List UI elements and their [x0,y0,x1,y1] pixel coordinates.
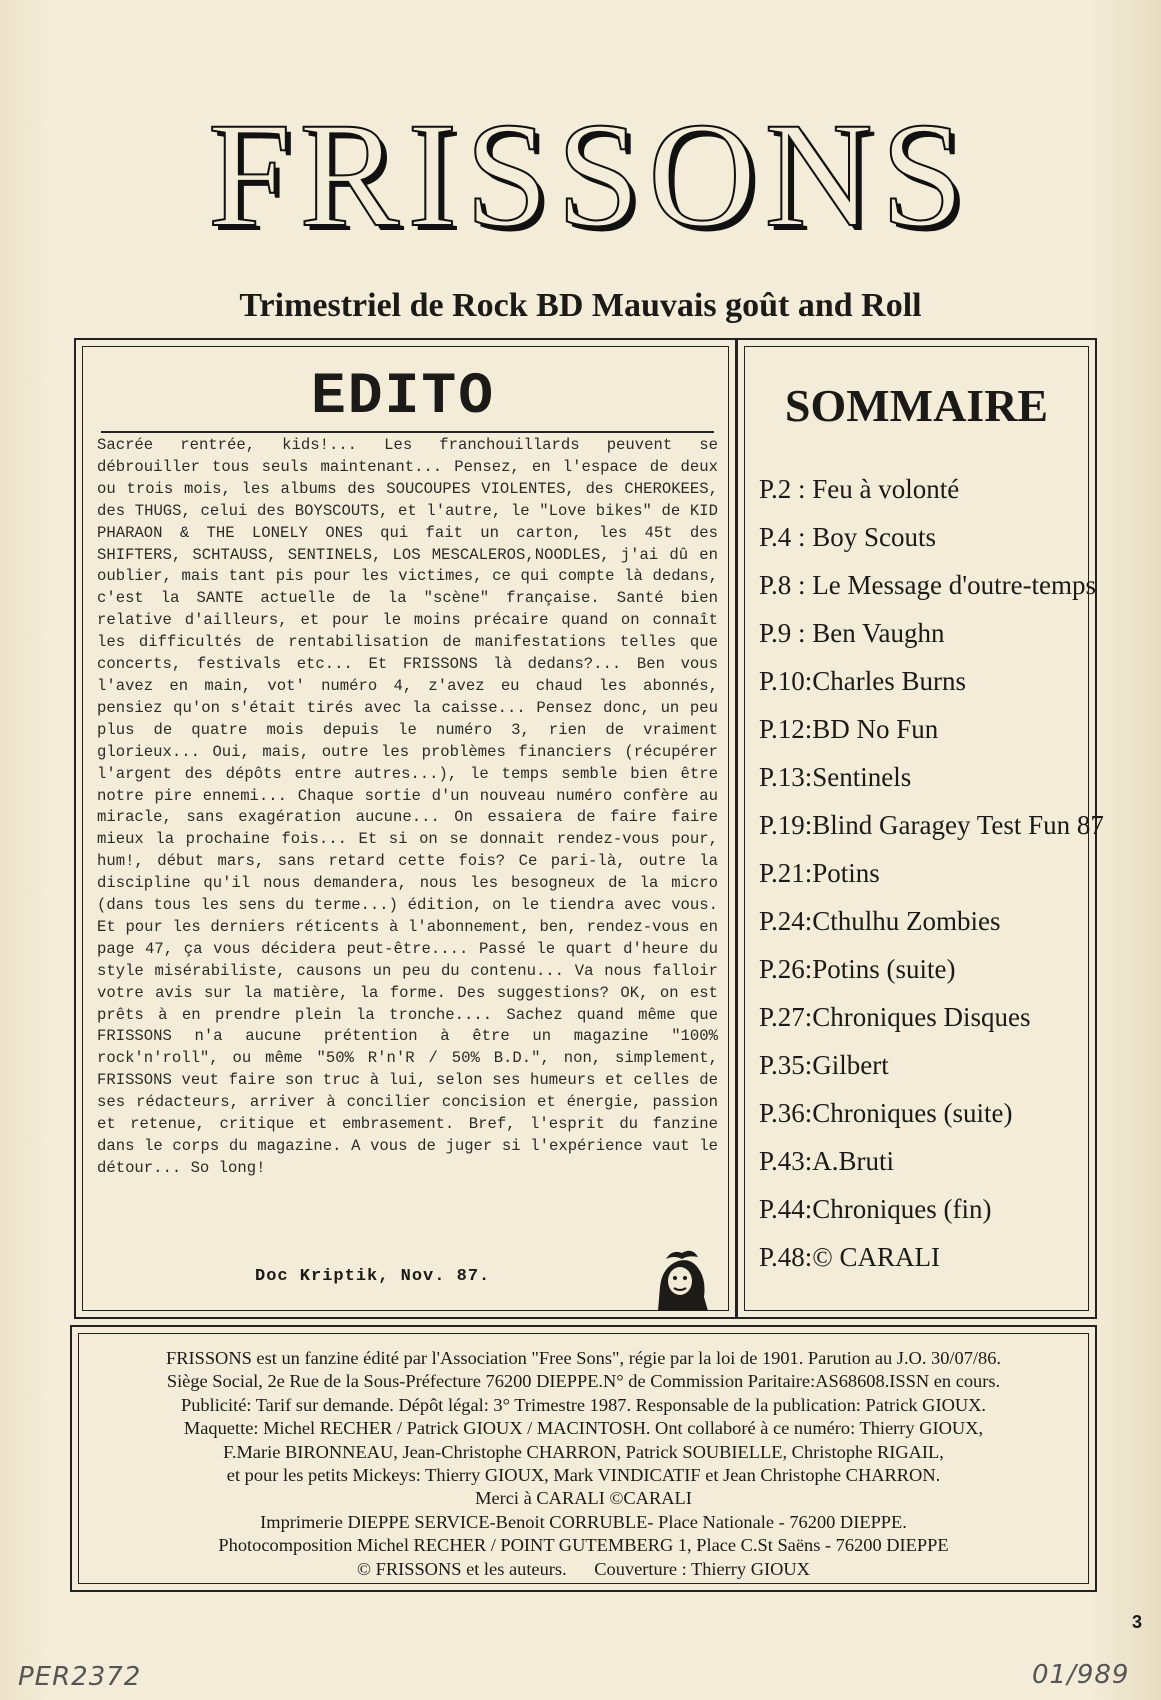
caricature-illustration [648,1247,712,1313]
edito-body: Sacrée rentrée, kids!... Les franchouillards peuvent se débrouiller tous seuls maintenant... Pensez, en l'espace de deux ou trois mois, les albums des SOUCOUPES VIOLENTES, des CHEROKEES, des THUGS, celui des BOYSCOUTS, et l'autre, le "Love bikes" de KID PHARAON & THE LONELY ONES qui fait un carton, les 45t des SHIFTERS, SCHTAUSS, SENTINELS, LOS MESCALEROS,NOODLES, j'ai dû en oublier, mais tant pis pour les victimes, ce qui compte là dedans, c'est la SANTE actuelle de la "scène" française. Santé bien relative d'ailleurs, et pour le moins précaire quand on connaît les difficultés de rentabilisation de manifestations telles que concerts, festivals etc... Et FRISSONS là dedans?... Ben vous l'avez en main, vot' numéro 4, z'avez eu chaud les abonnés, pensiez qu'on s'était tirés avec la caisse... Pensez donc, un peu plus de quatre mois depuis le numéro 3, rien de vraiment glorieux... Oui, mais, outre les problèmes financiers (récupérer l'argent des dépôts entre autres...), le temps semble bien être notre pire ennemi... Chaque sortie d'un nouveau numéro confère au miracle, sans exagération aucune... On essaiera de faire faire mieux la prochaine fois... Et si on se donnait rendez-vous pour, hum!, début mars, sans retard cette fois? Ce pari-là, outre la discipline qu'il nous demandera, nous les besogneux de la micro (dans tous les sens du terme...) édition, on le tiendra avec vous. Et pour les derniers réticents à l'abonnement, ben, rendez-vous en page 47, ça vous décidera peut-être.... Passé le quart d'heure du style misérabiliste, causons un peu du contenu... Va nous falloir votre avis sur la matière, la forme. Des suggestions? OK, on est prêts à en prendre plein la tronche.... Sachez quand même que FRISSONS n'a aucune prétention à être un magazine "100% rock'n'roll", ou même "50% R'n'R / 50% B.D.", non, simplement, FRISSONS veut faire son truc à lui, selon ses humeurs et celles de ses rédacteurs, arriver à concilier concision et énergie, passion et retenue, critique et embrasement. Bref, l'esprit du fanzine dans le corps du magazine. A vous de juger si l'expérience vaut le détour... So long! [97,436,718,1177]
sommaire-frame [744,346,1104,1311]
sommaire-item: P.43:A.Bruti [759,1146,895,1176]
credits-line: Maquette: Michel RECHER / Patrick GIOUX / MACINTOSH. Ont collaboré à ce numéro: Thierry GIOUX, [183,1418,984,1439]
sommaire-title: SOMMAIRE [784,380,1049,431]
masthead [150,92,1030,258]
credits-line: Publicité: Tarif sur demande. Dépôt légal: 3° Trimestre 1987. Responsable de la publication: Patrick GIOUX. [180,1394,987,1415]
edito-box [74,338,737,1319]
sommaire-item: P.12:BD No Fun [759,714,939,744]
sommaire-item: P.2 : Feu à volonté [759,474,960,504]
credits-line: Siège Social, 2e Rue de la Sous-Préfecture 76200 DIEPPE.N° de Commission Paritaire:AS68608.ISSN en cours. [166,1371,1001,1392]
sommaire-item: P.8 : Le Message d'outre-temps [759,570,1097,600]
masthead-subtitle: Trimestriel de Rock BD Mauvais goût and Roll [239,287,922,324]
sommaire-item: P.27:Chroniques Disques [759,1002,1031,1032]
sommaire-item: P.36:Chroniques (suite) [759,1098,1013,1128]
page-number: 3 [1132,1612,1143,1632]
edito-title: EDITO [310,365,496,430]
edito-divider [101,431,714,433]
credits-box [70,1325,1097,1592]
masthead-title: FRISSONS [207,92,973,258]
credits-line: F.Marie BIRONNEAU, Jean-Christophe CHARRON, Patrick SOUBIELLE, Christophe RIGAIL, [223,1441,944,1462]
credits-line: FRISSONS est un fanzine édité par l'Association "Free Sons", régie par la loi de 1901. Parution au J.O. 30/07/86. [165,1348,1002,1368]
sommaire-item: P.35:Gilbert [759,1050,889,1080]
credits-line: Merci à CARALI ©CARALI [475,1488,692,1509]
credits-line: et pour les petits Mickeys: Thierry GIOUX, Mark VINDICATIF et Jean Christophe CHARRON. [226,1465,941,1486]
sommaire-item: P.24:Cthulhu Zombies [759,906,1001,936]
credits-text [89,1347,1078,1581]
sommaire-item: P.26:Potins (suite) [759,954,956,984]
sommaire-item: P.19:Blind Garagey Test Fun 87 [759,810,1104,840]
sommaire-item: P.44:Chroniques (fin) [759,1194,992,1224]
sommaire-item: P.4 : Boy Scouts [759,522,937,552]
sommaire-list [759,465,1104,1281]
folio-number: 01/989 [1032,1660,1130,1690]
credits-line: Photocomposition Michel RECHER / POINT GUTEMBERG 1, Place C.St Saëns - 76200 DIEPPE [218,1535,949,1556]
credits-line: Imprimerie DIEPPE SERVICE-Benoit CORRUBLE- Place Nationale - 76200 DIEPPE. [260,1511,907,1532]
sommaire-item: P.9 : Ben Vaughn [759,618,945,648]
sommaire-item: P.48:© CARALI [759,1242,941,1272]
library-shelfmark: PER2372 [18,1662,142,1692]
sommaire-item: P.13:Sentinels [759,762,912,792]
edito-frame [82,346,729,1311]
edito-signature: Doc Kriptik, Nov. 87. [255,1267,491,1286]
sommaire-box [736,338,1104,1319]
sommaire-item: P.21:Potins [759,858,880,888]
sommaire-item: P.10:Charles Burns [759,666,967,696]
credits-line: © FRISSONS et les auteurs. Couverture : Thierry GIOUX [357,1558,810,1579]
credits-frame [78,1333,1089,1584]
